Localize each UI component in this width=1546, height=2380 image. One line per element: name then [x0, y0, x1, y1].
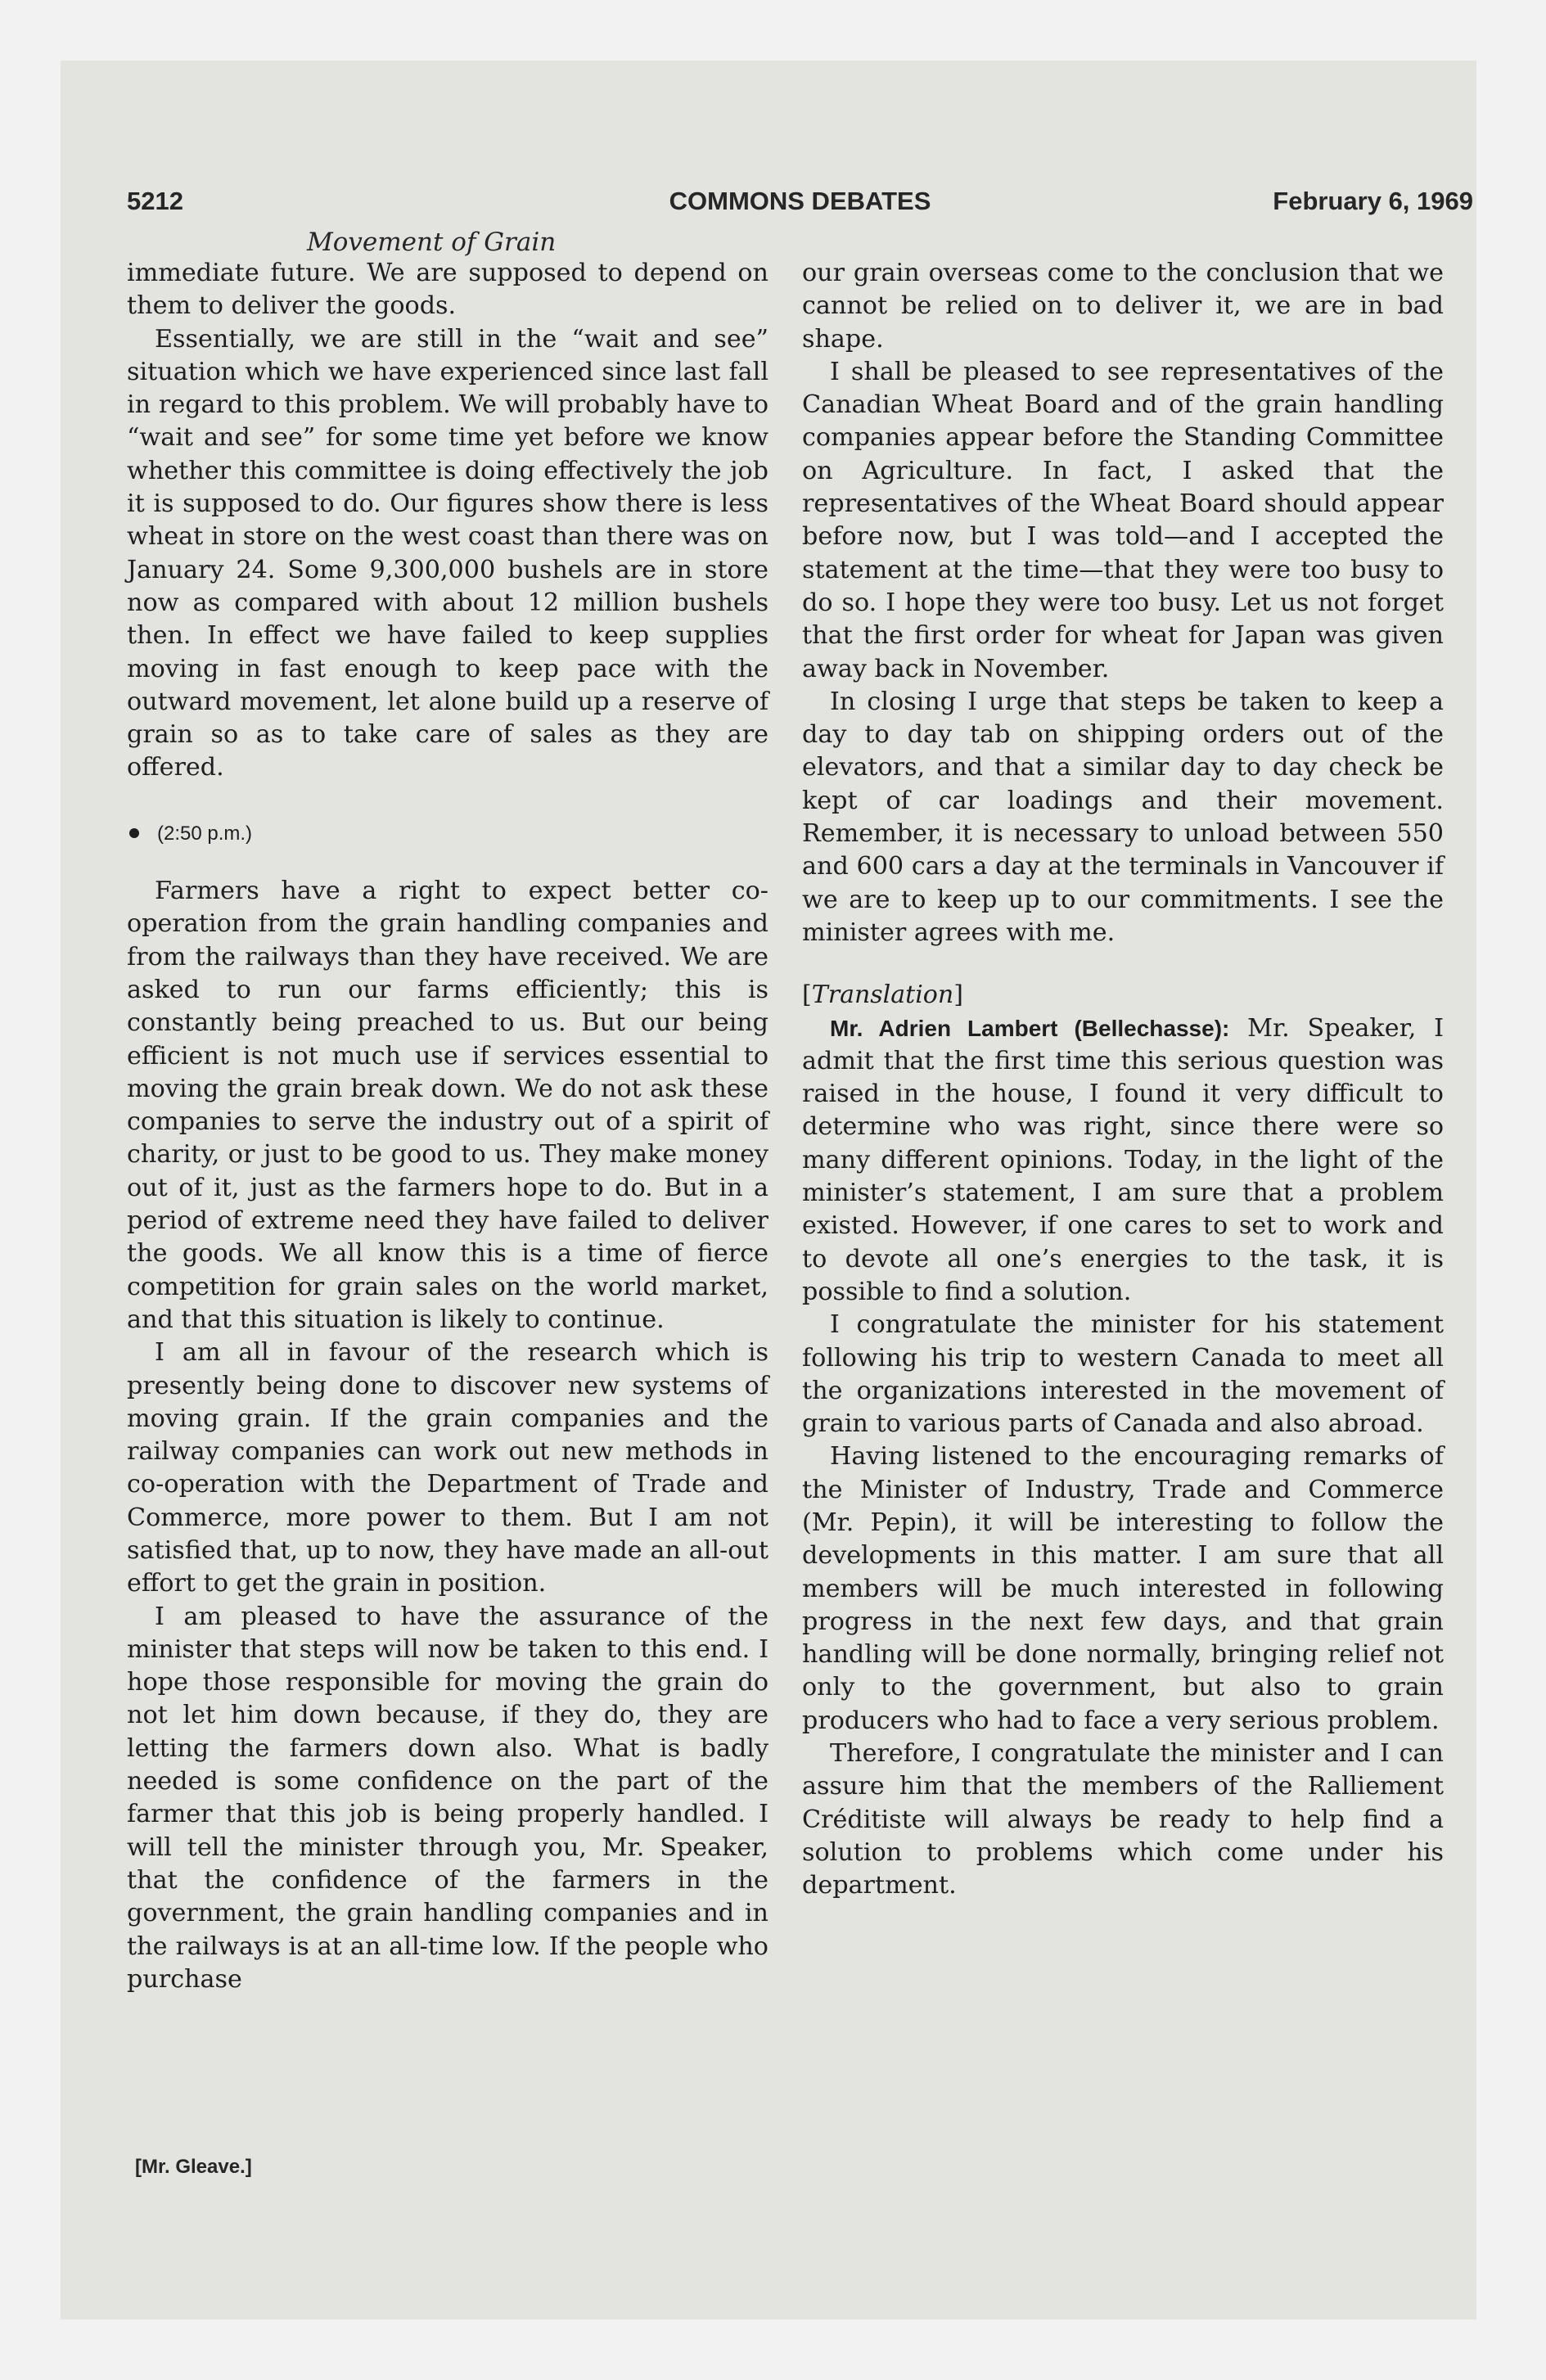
time-marker — [127, 818, 768, 850]
speaker-footer-note: [Mr. Gleave.] — [135, 2156, 252, 2178]
paragraph: Farmers have a right to expect better co-operation from the grain handling companies and from the railways than they have received. We are asked to run our farms efficiently; this is constantly being preached to us. But our being efficient is not much use if services essential to moving the grain break down. We do not ask these companies to serve the industry out of a spirit of charity, or just to be good to us. They make money out of it, just as the farmers hope to do. But in a period of extreme need they have failed to deliver the goods. We all know this is a time of fierce competition for grain sales on the world market, and that this situation is likely to continue. — [127, 877, 768, 1334]
paragraph: Having listened to the encouraging remarks of the Minister of Industry, Trade and Commerce (Mr. Pepin), it will be interesting to follow the developments in this matter. I am sure that all members will be much interested in following progress in the next few days, and that grain handling will be done normally, bringing relief not only to the government, but also to grain producers who had to face a very serious problem. — [802, 1442, 1444, 1735]
page-number: 5212 — [127, 187, 183, 215]
left-column — [127, 257, 768, 1996]
bullet-icon — [129, 828, 139, 838]
paragraph: I congratulate the minister for his statement following his trip to western Canada to meet all the organizations interested in the movement of grain to various parts of Canada and also abroad. — [802, 1310, 1444, 1439]
paragraph: immediate future. We are supposed to depend on them to deliver the goods. — [127, 259, 768, 321]
paragraph: I shall be pleased to see representatives of the Canadian Wheat Board and of the grain handling companies appear before the Standing Committee on Agriculture. In fact, I asked that the representatives of the Wheat Board should appear before now, but I was told—and I accepted the statement at the time—that they were too busy to do so. I hope they were too busy. Let us not forget that the first order for wheat for Japan was given away back in November. — [802, 357, 1444, 683]
right-column — [802, 257, 1444, 1903]
page-date: February 6, 1969 — [1273, 187, 1473, 215]
running-head: Movement of Grain — [307, 228, 557, 257]
paragraph: I am pleased to have the assurance of the minister that steps will now be taken to this end. I hope those responsible for moving the grain do not let him down because, if they do, they are letting the farmers down also. What is badly needed is some confidence on the part of the farmer that this job is being properly handled. I will tell the minister through you, Mr. Speaker, that the confidence of the farmers in the government, the grain handling companies and in the railways is at an all-time low. If the people who purchase — [127, 1602, 768, 1994]
paragraph: In closing I urge that steps be taken to keep a day to day tab on shipping orders out of the elevators, and that a similar day to day check be kept of car loadings and their movement. Remember, it is necessary to unload between 550 and 600 cars a day at the terminals in Vancouver if we are to keep up to our commitments. I see the minister agrees with me. — [802, 687, 1444, 947]
paragraph: our grain overseas come to the conclusion that we cannot be relied on to deliver it, we are in bad shape. — [802, 259, 1444, 354]
page-header — [127, 187, 1473, 228]
translation-label: [Translation] — [802, 980, 963, 1010]
paragraph — [802, 1012, 1444, 1309]
paragraph: Therefore, I congratulate the minister and I can assure him that the members of the Ralliement Créditiste will always be ready to help find a solution to problems which come under his department. — [802, 1739, 1444, 1900]
speech-text: Mr. Speaker, I admit that the first time this serious question was raised in the house, I found it very difficult to determine who was right, since there were so many different opinions. Today, in the light of the minister’s statement, I am sure that a problem existed. However, if one cares to set to work and to devote all one’s energies to the task, it is possible to find a solution. — [802, 1013, 1445, 1306]
time-marker-text: (2:50 p.m.) — [157, 822, 253, 845]
paragraph: Essentially, we are still in the “wait and see” situation which we have experienced since last fall in regard to this problem. We will probably have to “wait and see” for some time yet before we know whether this committee is doing effectively the job it is supposed to do. Our figures show there is less wheat in store on the west coast than there was on January 24. Some 9,300,000 bushels are in store now as compared with about 12 million bushels then. In effect we have failed to keep supplies moving in fast enough to keep pace with the outward movement, let alone build up a reserve of grain so as to take care of sales as they are offered. — [127, 324, 768, 782]
publication-title: COMMONS DEBATES — [669, 187, 931, 215]
paragraph: I am all in favour of the research which is presently being done to discover new systems of moving grain. If the grain companies and the railway companies can work out new methods in co-operation with the Department of Trade and Commerce, more power to them. But I am not satisfied that, up to now, they have made an all-out effort to get the grain in position. — [127, 1338, 768, 1598]
speaker-name: Mr. Adrien Lambert (Bellechasse): — [830, 1015, 1230, 1041]
